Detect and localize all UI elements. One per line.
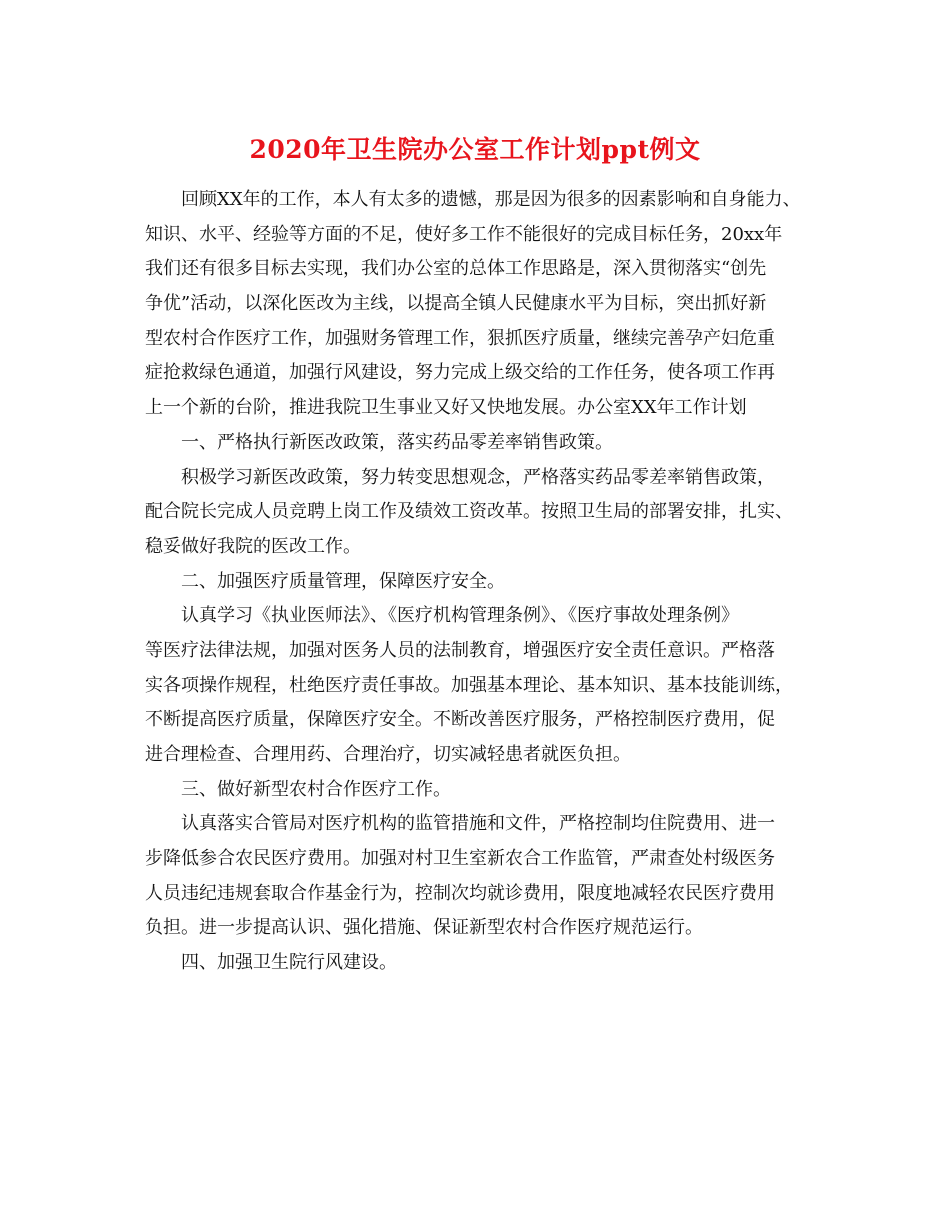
document-body	[145, 183, 810, 981]
paragraph-line: 我们还有很多目标去实现，我们办公室的总体工作思路是，深入贯彻落实“创先	[145, 258, 767, 280]
paragraph-line: 症抢救绿色通道，加强行风建设，努力完成上级交给的工作任务，使各项工作再	[145, 362, 775, 384]
paragraph-line: 争优”活动，以深化医改为主线，以提高全镇人民健康水平为目标，突出抓好新	[145, 293, 767, 315]
paragraph-line: 认真落实合管局对医疗机构的监管措施和文件，严格控制均住院费用、进一	[181, 813, 775, 835]
paragraph-line: 不断提高医疗质量，保障医疗安全。不断改善医疗服务，严格控制医疗费用，促	[145, 709, 775, 731]
paragraph-line: 人员违纪违规套取合作基金行为，控制次均就诊费用，限度地减轻农民医疗费用	[145, 882, 775, 904]
paragraph-line: 等医疗法律法规，加强对医务人员的法制教育，增强医疗安全责任意识。严格落	[145, 639, 775, 661]
paragraph-line: 进合理检查、合理用药、合理治疗，切实减轻患者就医负担。	[145, 744, 631, 765]
section-heading: 二、加强医疗质量管理，保障医疗安全。	[181, 570, 505, 592]
paragraph-line: 知识、水平、经验等方面的不足，使好多工作不能很好的完成目标任务，20xx年	[145, 223, 783, 245]
paragraph-line: 步降低参合农民医疗费用。加强对村卫生室新农合工作监管，严肃查处村级医务	[145, 848, 775, 870]
paragraph-line: 负担。进一步提高认识、强化措施、保证新型农村合作医疗规范运行。	[145, 917, 703, 939]
paragraph-line: 实各项操作规程，杜绝医疗责任事故。加强基本理论、基本知识、基本技能训练，	[145, 674, 793, 696]
paragraph-line: 配合院长完成人员竞聘上岗工作及绩效工资改革。按照卫生局的部署安排，扎实、	[145, 501, 793, 523]
paragraph-line: 稳妥做好我院的医改工作。	[145, 535, 361, 557]
paragraph-line: 认真学习《执业医师法》、《医疗机构管理条例》、《医疗事故处理条例》	[181, 605, 739, 627]
section-heading: 三、做好新型农村合作医疗工作。	[181, 778, 451, 800]
section-heading: 四、加强卫生院行风建设。	[181, 952, 397, 974]
document-title: 2020年卫生院办公室工作计划ppt例文	[249, 135, 701, 164]
paragraph-line: 积极学习新医改政策，努力转变思想观念，严格落实药品零差率销售政策，	[181, 466, 775, 488]
paragraph-line: 上一个新的台阶，推进我院卫生事业又好又快地发展。办公室XX年工作计划	[145, 397, 747, 419]
paragraph-line: 型农村合作医疗工作，加强财务管理工作，狠抓医疗质量，继续完善孕产妇危重	[145, 327, 775, 349]
paragraph-line: 回顾XX年的工作，本人有太多的遗憾，那是因为很多的因素影响和自身能力、	[181, 189, 801, 210]
section-heading: 一、严格执行新医改政策，落实药品零差率销售政策。	[181, 431, 613, 453]
